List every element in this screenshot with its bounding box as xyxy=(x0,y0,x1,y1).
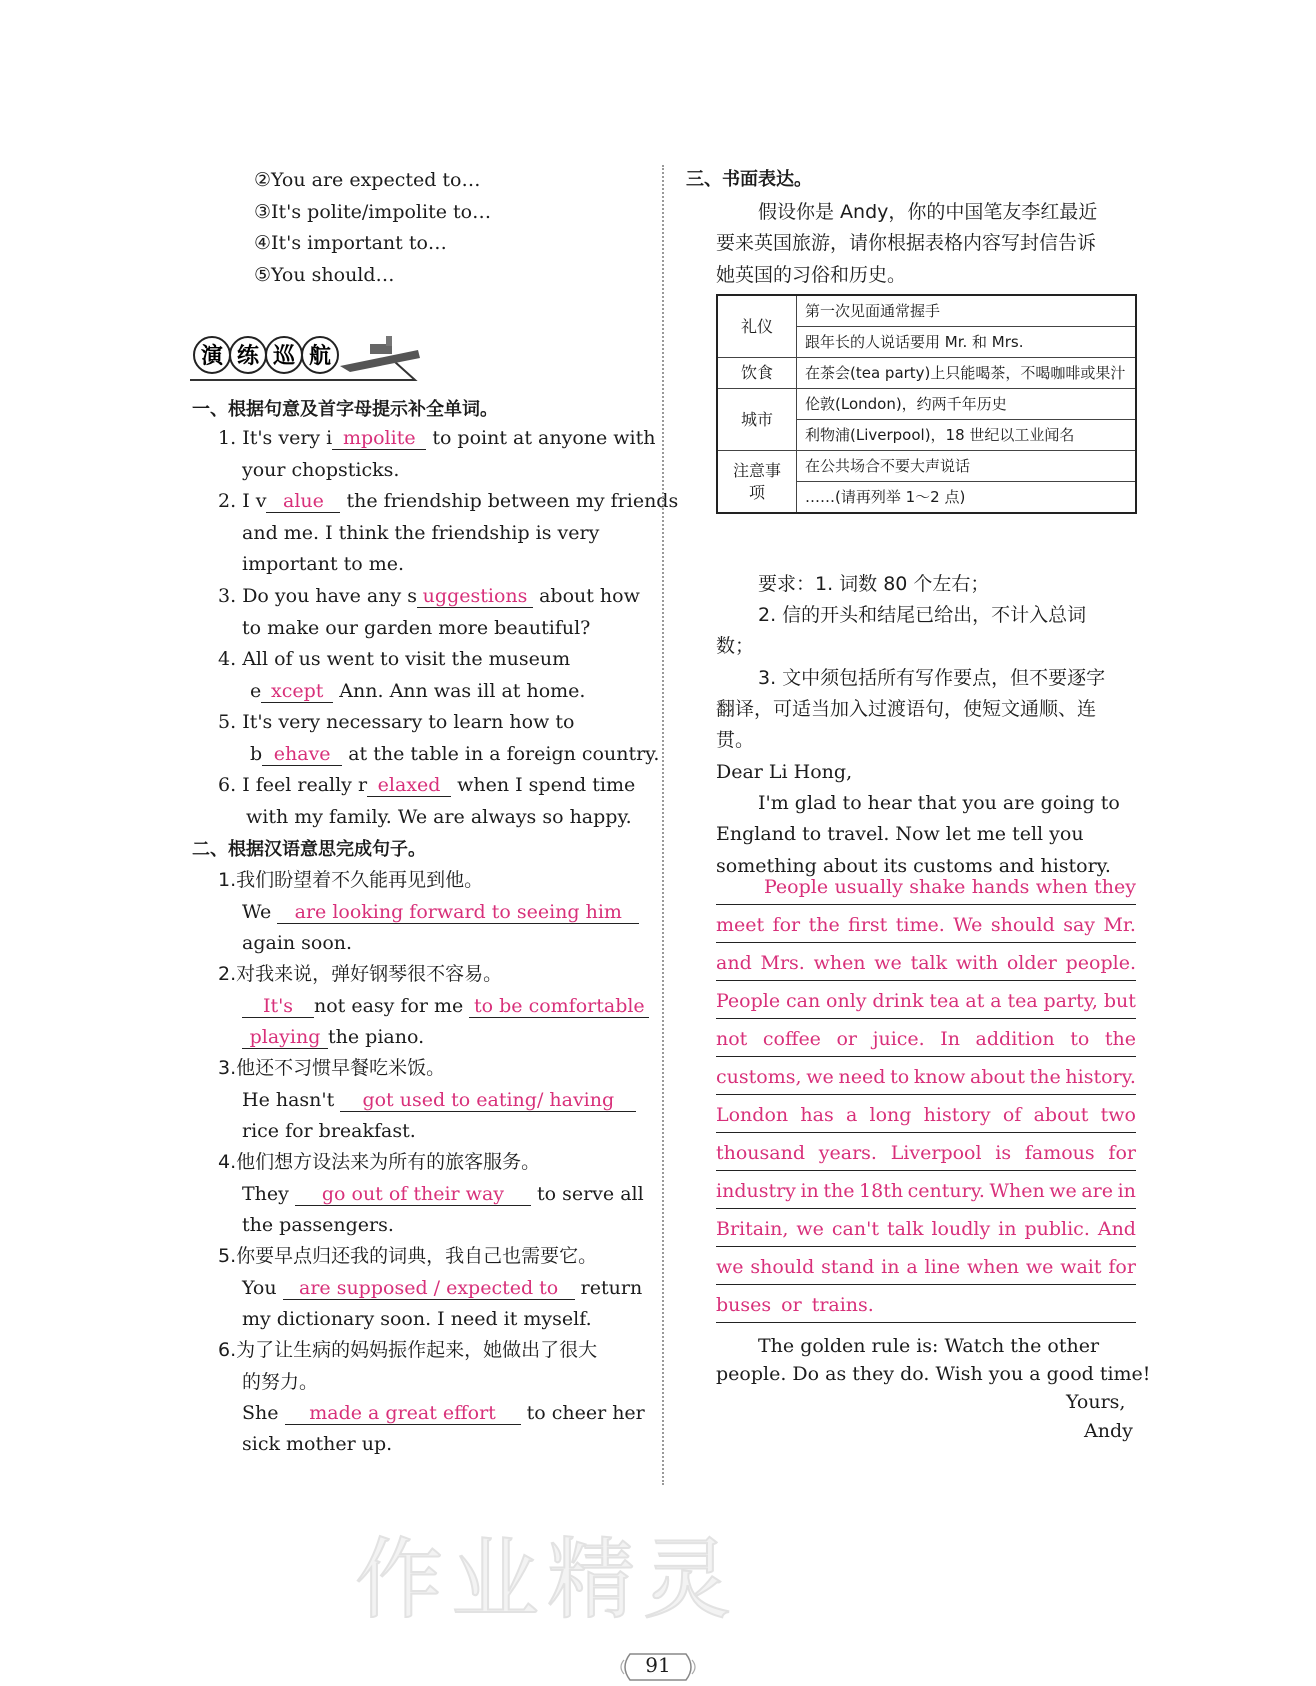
section1-title: 一、根据句意及首字母提示补全单词。 xyxy=(192,399,498,420)
hint-line: ⑤You should… xyxy=(254,264,395,286)
svg-text:巡: 巡 xyxy=(272,344,296,369)
s1-item-1: 1. It's very i mpolite to point at anyone with xyxy=(218,427,656,449)
letter-closing-line: The golden rule is: Watch the other xyxy=(758,1335,1100,1357)
svg-text:航: 航 xyxy=(308,344,332,369)
answer-line: industry in the 18th century. When we are in xyxy=(716,1174,1136,1209)
s2-item-5-cont: my dictionary soon. I need it myself. xyxy=(242,1308,592,1330)
s2-item-2-zh: 2.对我来说，弹好钢琴很不容易。 xyxy=(218,963,503,985)
svg-text:演: 演 xyxy=(200,344,224,369)
section3-title: 三、书面表达。 xyxy=(686,169,812,190)
s1-item-2-cont: and me. I think the friendship is very xyxy=(242,522,600,544)
answer-line: People usually shake hands when they xyxy=(716,870,1136,905)
s1-item-6-cont: with my family. We are always so happy. xyxy=(246,806,632,828)
page-number: 91 xyxy=(616,1648,700,1686)
s2-item-4: They go out of their way to serve all xyxy=(242,1183,644,1205)
table-cell: 伦敦(London)，约两千年历史 xyxy=(797,389,1137,420)
table-cell: 利物浦(Liverpool)，18 世纪以工业闻名 xyxy=(797,420,1137,451)
table-cell: ……(请再列举 1～2 点) xyxy=(797,482,1137,514)
table-cell: 在公共场合不要大声说话 xyxy=(797,451,1137,482)
s1-item-3: 3. Do you have any s uggestions about how xyxy=(218,585,640,607)
answer-line: Britain, we can't talk loudly in public. And xyxy=(716,1212,1136,1247)
s2-item-6: She made a great effort to cheer her xyxy=(242,1402,645,1424)
watermark: 作业精灵 xyxy=(355,1528,740,1631)
requirement-line: 3. 文中须包括所有写作要点，但不要逐字 xyxy=(758,667,1106,689)
s2-item-3-cont: rice for breakfast. xyxy=(242,1120,416,1142)
s1-item-2-cont2: important to me. xyxy=(242,553,405,575)
s1-item-6: 6. I feel really r elaxed when I spend time xyxy=(218,774,636,796)
s1-item-5: 5. It's very necessary to learn how to xyxy=(218,711,575,733)
s2-item-1-zh: 1.我们盼望着不久能再见到他。 xyxy=(218,869,484,891)
s2-item-3-zh: 3.他还不习惯早餐吃米饭。 xyxy=(218,1057,446,1079)
s2-item-5-zh: 5.你要早点归还我的词典，我自己也需要它。 xyxy=(218,1245,598,1267)
hint-line: ③It's polite/impolite to… xyxy=(254,201,492,223)
table-cell: 在茶会(tea party)上只能喝茶，不喝咖啡或果汁 xyxy=(797,358,1137,389)
requirement-line: 翻译，可适当加入过渡语句，使短文通顺、连 xyxy=(716,698,1097,720)
letter-signoff: Yours, xyxy=(1066,1391,1126,1413)
ship-icon xyxy=(340,336,420,372)
section2-title: 二、根据汉语意思完成句子。 xyxy=(192,839,426,860)
s1-item-4-cont: e xcept Ann. Ann was ill at home. xyxy=(250,680,586,702)
s1-item-3-cont: to make our garden more beautiful? xyxy=(242,617,591,639)
s2-item-4-zh: 4.他们想方设法来为所有的旅客服务。 xyxy=(218,1151,541,1173)
prompt-line: 假设你是 Andy，你的中国笔友李红最近 xyxy=(758,201,1098,223)
answer-line: we should stand in a line when we wait for xyxy=(716,1250,1136,1285)
answer-line: London has a long history of about two xyxy=(716,1098,1136,1133)
table-cell: 跟年长的人说话要用 Mr. 和 Mrs. xyxy=(797,327,1137,358)
s1-item-1-cont: your chopsticks. xyxy=(242,459,400,481)
answer-line: not coffee or juice. In addition to the xyxy=(716,1022,1136,1057)
answer-line: meet for the first time. We should say Mr. xyxy=(716,908,1136,943)
s2-item-2: It's not easy for me to be comfortable xyxy=(242,994,649,1018)
prompt-line: 她英国的习俗和历史。 xyxy=(716,264,907,286)
letter-line: something about its customs and history. xyxy=(716,855,1111,877)
hint-line: ④It's important to… xyxy=(254,232,447,254)
letter-line: England to travel. Now let me tell you xyxy=(716,823,1084,845)
table-key: 饮食 xyxy=(717,358,797,389)
requirement-line: 贯。 xyxy=(716,729,755,751)
requirement-line: 要求：1. 词数 80 个左右； xyxy=(758,573,990,595)
s2-item-6-cont: sick mother up. xyxy=(242,1433,393,1455)
requirement-line: 数； xyxy=(716,635,755,657)
column-divider xyxy=(662,165,664,1485)
letter-signature: Andy xyxy=(1084,1420,1133,1442)
table-key: 注意事项 xyxy=(717,451,797,514)
s2-item-2-cont: playing the piano. xyxy=(242,1025,424,1049)
s2-item-5: You are supposed / expected to return xyxy=(242,1277,643,1299)
table-cell: 第一次见面通常握手 xyxy=(797,295,1137,327)
prompt-line: 要来英国旅游，请你根据表格内容写封信告诉 xyxy=(716,232,1097,254)
s2-item-6-zh2: 的努力。 xyxy=(242,1371,319,1393)
answer-line: thousand years. Liverpool is famous for xyxy=(716,1136,1136,1171)
answer-line: and Mrs. when we talk with older people. xyxy=(716,946,1136,981)
requirement-line: 2. 信的开头和结尾已给出，不计入总词 xyxy=(758,604,1087,626)
table-key: 礼仪 xyxy=(717,295,797,358)
s2-item-1-cont: again soon. xyxy=(242,932,353,954)
s2-item-4-cont: the passengers. xyxy=(242,1214,394,1236)
s1-item-2: 2. I v alue the friendship between my friends xyxy=(218,490,679,512)
table-key: 城市 xyxy=(717,389,797,451)
answer-line: buses or trains. xyxy=(716,1288,1136,1323)
section-badge xyxy=(190,330,430,390)
hint-line: ②You are expected to… xyxy=(254,169,481,191)
info-table xyxy=(716,294,1137,514)
letter-closing-line: people. Do as they do. Wish you a good time! xyxy=(716,1363,1151,1385)
s1-item-4: 4. All of us went to visit the museum xyxy=(218,648,571,670)
letter-salutation: Dear Li Hong, xyxy=(716,761,853,783)
s2-item-6-zh: 6.为了让生病的妈妈振作起来，她做出了很大 xyxy=(218,1339,598,1361)
s2-item-1: We are looking forward to seeing him xyxy=(242,900,639,924)
svg-text:练: 练 xyxy=(236,344,260,369)
answer-line: customs, we need to know about the history. xyxy=(716,1060,1136,1095)
s2-item-3: He hasn't got used to eating/ having xyxy=(242,1088,636,1112)
s1-item-5-cont: b ehave at the table in a foreign country. xyxy=(250,743,660,765)
answer-line: People can only drink tea at a tea party, but xyxy=(716,984,1136,1019)
letter-line: I'm glad to hear that you are going to xyxy=(758,792,1120,814)
